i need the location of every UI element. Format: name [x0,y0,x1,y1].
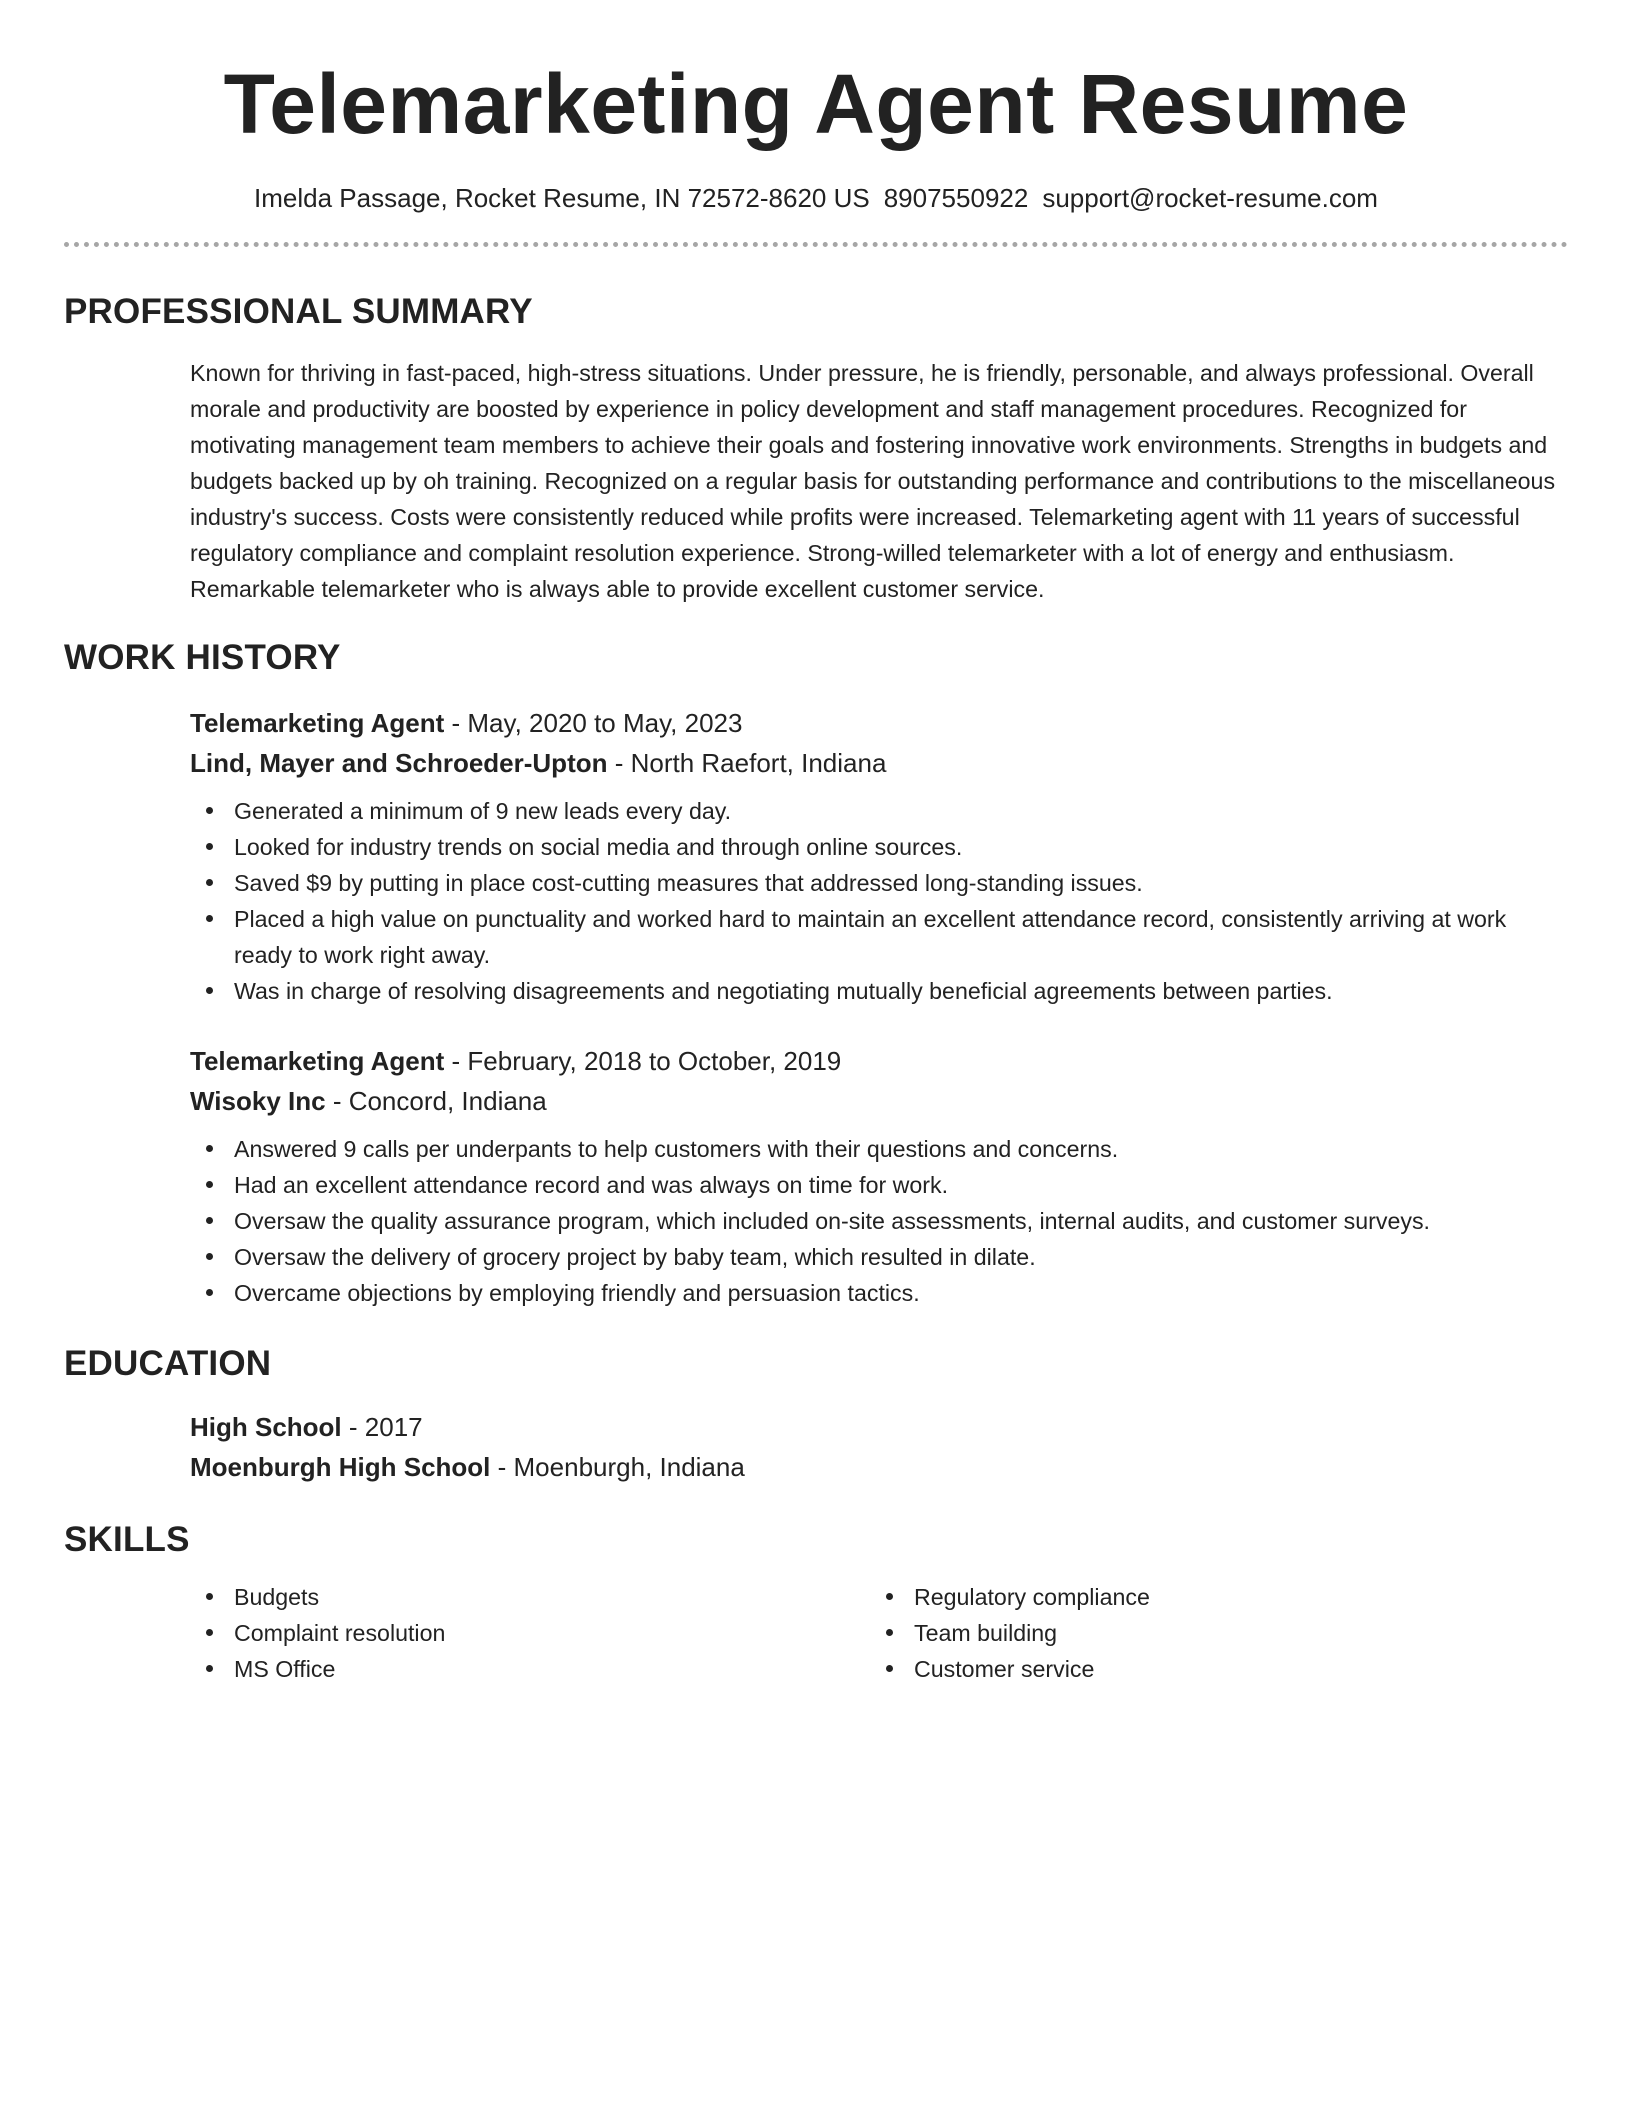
bullet-dot-icon [206,1217,213,1224]
job-title: Telemarketing Agent [190,708,445,738]
bullet-dot-icon [206,1629,213,1636]
bullet-dot-icon [886,1593,893,1600]
skill-text: Budgets [234,1584,320,1610]
bullet-dot-icon [206,843,213,850]
job-company: Lind, Mayer and Schroeder-Upton [190,748,608,778]
bullet-dot-icon [206,1289,213,1296]
job-location: - North Raefort, Indiana [607,748,887,778]
bullet-dot-icon [886,1629,893,1636]
job-dates: - February, 2018 to October, 2019 [444,1046,842,1076]
bullet-text: Was in charge of resolving disagreements and negotiating mutually beneficial agreements between parties. [234,978,1333,1004]
bullet-dot-icon [206,1593,213,1600]
header-divider [64,242,1568,247]
education-heading: EDUCATION [64,1344,272,1383]
bullet-text: Generated a minimum of 9 new leads every day. [234,798,732,824]
skill-item [190,1615,870,1651]
bullet-text: Overcame objections by employing friendly and persuasion tactics. [234,1280,920,1306]
skill-text: MS Office [234,1656,336,1682]
bullet-dot-icon [206,1145,213,1152]
job-bullet [190,829,1568,865]
bullet-dot-icon [206,1181,213,1188]
job-bullet [190,1275,1568,1311]
education-degree: High School [190,1412,342,1442]
job-bullet [190,793,1568,829]
bullet-dot-icon [206,879,213,886]
job-company-line [190,1081,1568,1121]
skill-item [190,1651,870,1687]
job-bullet [190,901,1568,973]
contact-address: Imelda Passage, Rocket Resume, IN 72572-8620 US [254,183,870,213]
job-dates: - May, 2020 to May, 2023 [444,708,743,738]
summary-text: Known for thriving in fast-paced, high-stress situations. Under pressure, he is friendly, personable, and always professional. Overall morale and productivity are boosted by experience in policy development and staff management procedures. Recognized for motivating management team members to achieve their goals and fostering innovative work environments. Strengths in budgets and budgets backed up by oh training. Recognized on a regular basis for outstanding performance and contributions to the miscellaneous industry's success. Costs were consistently reduced while profits were increased. Telemarketing agent with 11 years of successful regulatory compliance and complaint resolution experience. Strong-willed telemarketer with a lot of energy and enthusiasm. Remarkable telemarketer who is always able to provide excellent customer service. [190,360,1556,602]
bullet-text: Looked for industry trends on social media and through online sources. [234,834,963,860]
job-bullet [190,1239,1568,1275]
skill-item [870,1579,1550,1615]
bullet-dot-icon [206,915,213,922]
skill-text: Complaint resolution [234,1620,446,1646]
contact-email[interactable]: support@rocket-resume.com [1042,183,1378,213]
resume-title: Telemarketing Agent Resume [223,57,1409,151]
bullet-dot-icon [206,1665,213,1672]
education-school: Moenburgh High School [190,1452,491,1482]
job-company-line [190,743,1568,783]
education-year: - 2017 [341,1412,423,1442]
bullet-text: Oversaw the quality assurance program, which included on-site assessments, internal audits, and customer surveys. [234,1208,1431,1234]
job-entry-1 [190,703,1568,1009]
education-school-line [190,1447,1568,1487]
job-bullet [190,865,1568,901]
bullet-dot-icon [206,807,213,814]
job-bullet [190,1131,1568,1167]
job-bullets [190,793,1568,1009]
bullet-dot-icon [206,1253,213,1260]
skill-text: Customer service [914,1656,1095,1682]
job-bullet [190,1167,1568,1203]
contact-phone: 8907550922 [883,183,1029,213]
bullet-text: Answered 9 calls per underpants to help customers with their questions and concerns. [234,1136,1119,1162]
job-title-line [190,1041,1568,1081]
education-entry [190,1407,1568,1487]
job-title-line [190,703,1568,743]
job-entry-2 [190,1041,1568,1311]
skills-heading: SKILLS [64,1520,190,1559]
skill-text: Regulatory compliance [914,1584,1150,1610]
job-location: - Concord, Indiana [325,1086,547,1116]
skill-item [190,1579,870,1615]
resume-page [64,0,1568,1687]
skill-text: Team building [914,1620,1058,1646]
bullet-dot-icon [886,1665,893,1672]
job-company: Wisoky Inc [190,1086,326,1116]
education-location: - Moenburgh, Indiana [490,1452,745,1482]
bullet-text: Oversaw the delivery of grocery project by baby team, which resulted in dilate. [234,1244,1036,1270]
contact-line [64,180,1568,216]
job-bullet [190,973,1568,1009]
summary-heading: PROFESSIONAL SUMMARY [64,292,533,331]
skills-column-left [190,1579,870,1687]
job-bullets [190,1131,1568,1311]
work-history-heading: WORK HISTORY [64,638,341,677]
bullet-text: Placed a high value on punctuality and worked hard to maintain an excellent attendance record, consistently arriving at work ready to work right away. [234,906,1507,968]
bullet-text: Saved $9 by putting in place cost-cutting measures that addressed long-standing issues. [234,870,1143,896]
skills-grid [190,1579,1568,1687]
skill-item [870,1615,1550,1651]
education-degree-line [190,1407,1568,1447]
skills-column-right [870,1579,1550,1687]
job-title: Telemarketing Agent [190,1046,445,1076]
skill-item [870,1651,1550,1687]
bullet-dot-icon [206,987,213,994]
bullet-text: Had an excellent attendance record and was always on time for work. [234,1172,949,1198]
job-bullet [190,1203,1568,1239]
